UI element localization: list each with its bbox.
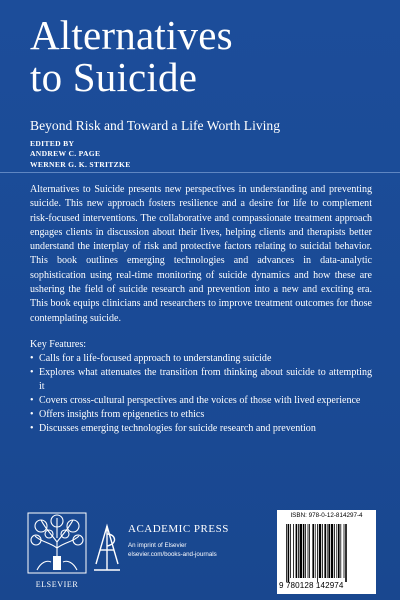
list-item (30, 366, 372, 394)
key-feature-text: Calls for a life-focused approach to understanding suicide (39, 353, 272, 364)
elsevier-tree-logo-icon (27, 512, 87, 574)
isbn-barcode-box (277, 510, 376, 594)
edited-by-label: EDITED BY (30, 139, 75, 148)
title-line-1: Alternatives (30, 12, 233, 58)
key-feature-text: Offers insights from epigenetics to ethics (39, 409, 205, 420)
bullet-icon: • (30, 353, 34, 364)
list-item (30, 352, 372, 366)
title-line-2: to Suicide (30, 54, 198, 100)
list-item (30, 422, 372, 436)
key-features-list (30, 352, 372, 436)
divider (0, 172, 400, 173)
bullet-icon: • (30, 367, 34, 378)
publisher-url: elsevier.com/books-and-journals (128, 551, 217, 558)
key-feature-text: Discusses emerging technologies for suicide research and prevention (39, 423, 316, 434)
isbn-label: ISBN: 978-0-12-814297-4 (290, 512, 363, 519)
barcode-digits: 9 780128 142974 (279, 581, 344, 590)
barcode-icon (286, 524, 370, 582)
academic-press-logo-icon (92, 520, 122, 572)
bullet-icon: • (30, 423, 34, 434)
elsevier-wordmark: ELSEVIER (35, 580, 79, 589)
book-subtitle: Beyond Risk and Toward a Life Worth Living (30, 118, 281, 133)
list-item (30, 408, 372, 422)
key-feature-text: Covers cross-cultural perspectives and the voices of those with lived experience (39, 395, 361, 406)
editor-name: WERNER G. K. STRITZKE (30, 159, 131, 169)
academic-press-name: ACADEMIC PRESS (128, 523, 229, 535)
bullet-icon: • (30, 395, 34, 406)
editor-name: ANDREW C. PAGE (30, 149, 101, 159)
book-title (30, 14, 370, 98)
key-features-heading: Key Features: (30, 339, 87, 350)
bullet-icon: • (30, 409, 34, 420)
list-item (30, 394, 372, 408)
book-description: Alternatives to Suicide presents new perspectives in understanding and preventing suicide. This new approach fosters resilience and a desire for life to complement risk-focused interventions. The collaborative and compassionate treatment approach engages clients in discussion about their lives, helping clients and therapists better understand the interplay of risk and protective factors relating to suicidal behavior. This book outlines emerging technologies and advances in data-analytic sophistication using real-time monitoring of suicide dynamics and how these are ushering the field of suicide research and prevention into a new and exciting era. This book equips clinicians and researchers to improve treatment outcomes for those contemplating suicide. (30, 184, 372, 324)
key-feature-text: Explores what attenuates the transition from thinking about suicide to attempting it (39, 367, 372, 392)
editors-block (30, 139, 370, 170)
imprint-note: An imprint of Elsevier (128, 542, 187, 549)
academic-press-block (128, 523, 258, 560)
